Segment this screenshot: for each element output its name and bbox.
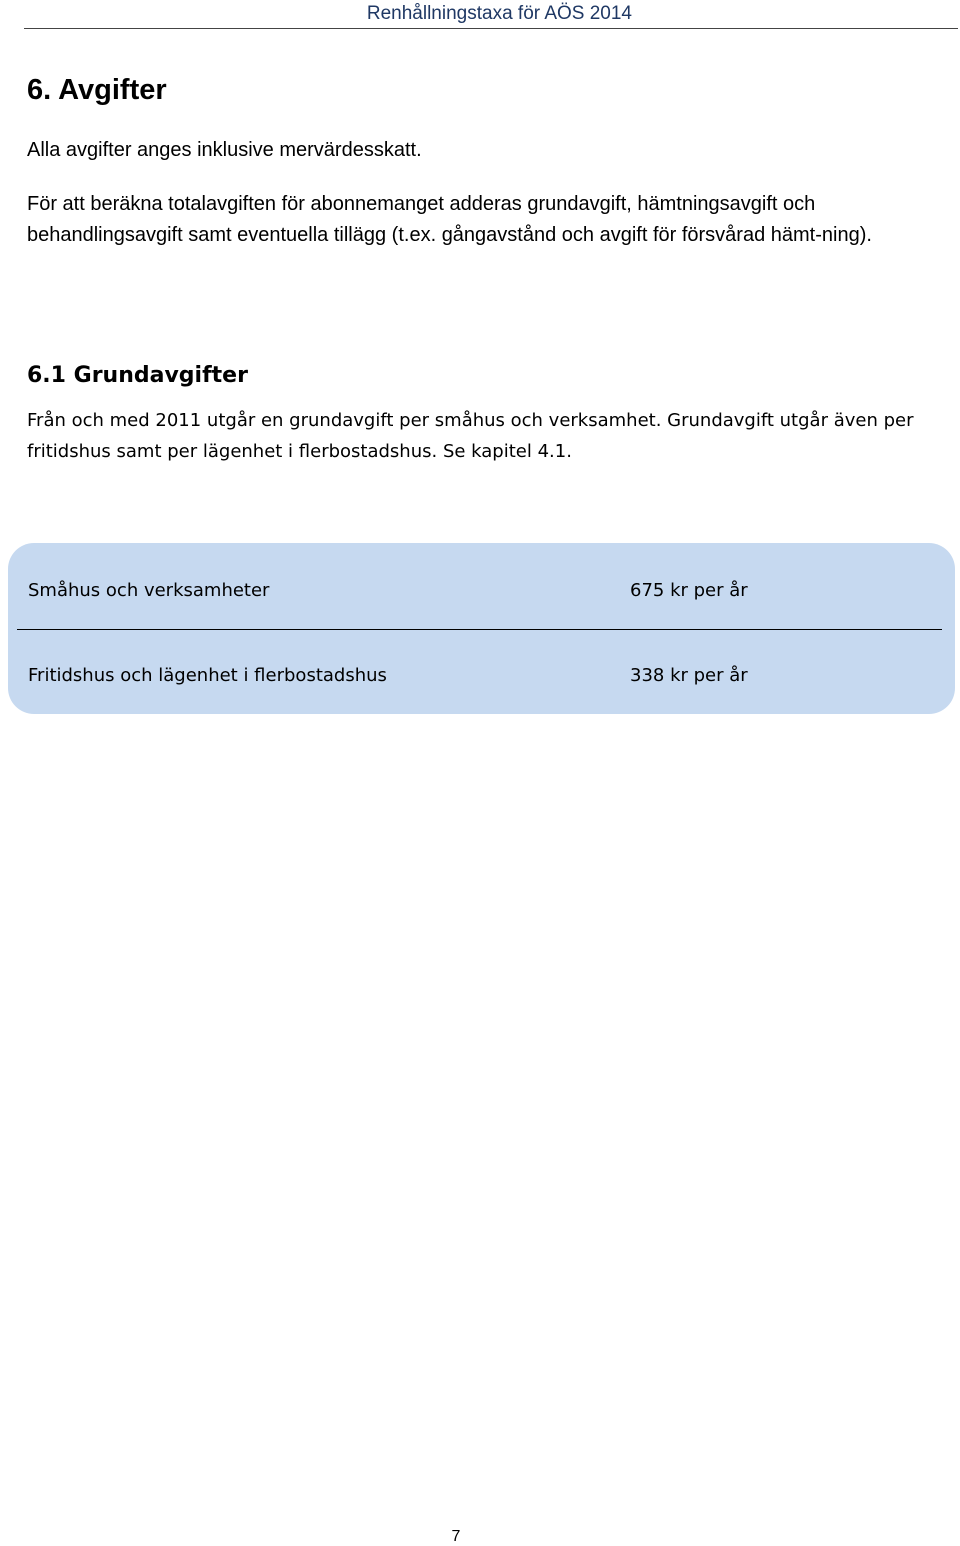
running-header-title: Renhållningstaxa för AÖS 2014 <box>366 3 632 24</box>
paragraph-vat-note: Alla avgifter anges inklusive mervärdesskatt. <box>27 139 422 161</box>
fee-row-divider <box>17 629 942 630</box>
fee-row-amount: 338 kr per år <box>630 665 748 686</box>
fee-row-label: Fritidshus och lägenhet i flerbostadshus <box>28 665 387 686</box>
subsection-heading: 6.1 Grundavgifter <box>27 363 248 388</box>
header-rule <box>24 28 958 29</box>
fee-row <box>8 656 955 696</box>
fee-row-amount: 675 kr per år <box>630 580 748 601</box>
fee-row <box>8 571 955 611</box>
paragraph-total-fee: För att beräkna totalavgiften för abonnemanget adderas grundavgift, hämtningsavgift och behandlingsavgift samt eventuella tillägg (t.ex. gångavstånd och avgift för försvårad hämt-ning). <box>27 193 872 246</box>
section-heading: 6. Avgifter <box>27 74 167 106</box>
fee-row-label: Småhus och verksamheter <box>28 580 270 601</box>
paragraph-base-fee: Från och med 2011 utgår en grundavgift per småhus och verksamhet. Grundavgift utgår även per fritidshus samt per lägenhet i flerbostadshus. Se kapitel 4.1. <box>27 410 914 462</box>
fee-table <box>8 543 955 714</box>
page-number: 7 <box>451 1528 461 1545</box>
